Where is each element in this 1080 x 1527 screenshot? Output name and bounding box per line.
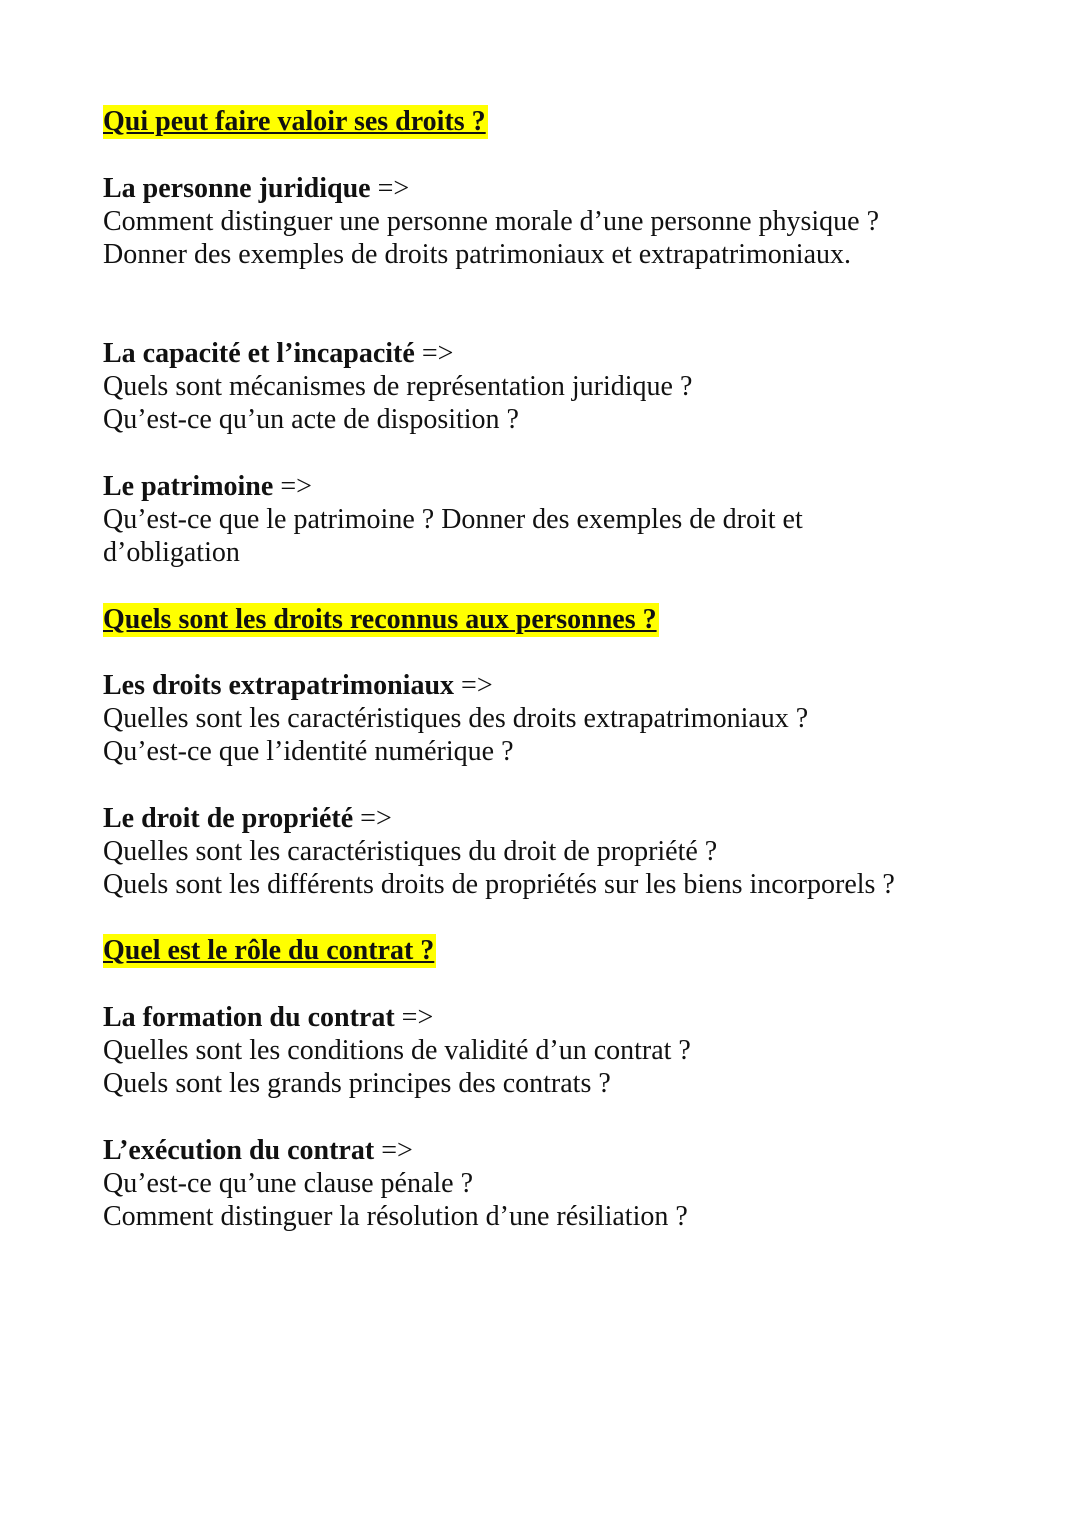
document-page (103, 105, 1003, 1233)
topic-title-text: L’exécution du contrat (103, 1135, 375, 1166)
topic-title (103, 1001, 1003, 1034)
section-heading: Quels sont les droits reconnus aux personnes ? (103, 604, 657, 635)
topic-line: Quelles sont les conditions de validité d’un contrat ? (103, 1035, 691, 1066)
topic-arrow: => (360, 803, 392, 834)
topic-title (103, 1134, 1003, 1167)
topic-title-text: La formation du contrat (103, 1002, 395, 1033)
topic-arrow: => (381, 1135, 413, 1166)
topic-line: Quelles sont les caractéristiques du droit de propriété ? (103, 836, 718, 867)
topic-title-text: Le patrimoine (103, 471, 274, 502)
topic-line: Quels sont mécanismes de représentation juridique ? (103, 371, 693, 402)
topic-line: Quels sont les différents droits de propriétés sur les biens incorporels ? (103, 869, 895, 900)
topic-arrow: => (280, 471, 312, 502)
topic-line: Qu’est-ce que le patrimoine ? Donner des exemples de droit et (103, 504, 803, 535)
topic-line: Donner des exemples de droits patrimoniaux et extrapatrimoniaux. (103, 239, 852, 270)
topic-line: Quelles sont les caractéristiques des droits extrapatrimoniaux ? (103, 703, 809, 734)
topic-arrow: => (377, 173, 410, 204)
topic-line: Qu’est-ce qu’un acte de disposition ? (103, 404, 519, 435)
topic-line: Comment distinguer la résolution d’une résiliation ? (103, 1201, 688, 1232)
topic-arrow: => (421, 338, 454, 369)
section-heading-wrap (103, 934, 1003, 968)
topic-line: Qu’est-ce qu’une clause pénale ? (103, 1168, 474, 1199)
topic-title (103, 172, 1003, 205)
topic-arrow: => (401, 1002, 434, 1033)
topic-title-text: La personne juridique (103, 173, 371, 204)
topic-title-text: Le droit de propriété (103, 803, 354, 834)
topic-title (103, 337, 1003, 370)
section-heading: Quel est le rôle du contrat ? (103, 935, 435, 966)
topic-arrow: => (461, 670, 493, 701)
section-heading-wrap (103, 603, 1003, 637)
section-heading: Qui peut faire valoir ses droits ? (103, 106, 486, 137)
topic-title-text: La capacité et l’incapacité (103, 338, 415, 369)
section-heading-wrap (103, 105, 1003, 139)
topic-line: d’obligation (103, 537, 240, 568)
topic-title-text: Les droits extrapatrimoniaux (103, 670, 455, 701)
topic-line: Comment distinguer une personne morale d’une personne physique ? (103, 206, 880, 237)
topic-title (103, 669, 1003, 702)
topic-title (103, 802, 1003, 835)
topic-line: Qu’est-ce que l’identité numérique ? (103, 736, 514, 767)
topic-title (103, 470, 1003, 503)
topic-line: Quels sont les grands principes des contrats ? (103, 1068, 611, 1099)
